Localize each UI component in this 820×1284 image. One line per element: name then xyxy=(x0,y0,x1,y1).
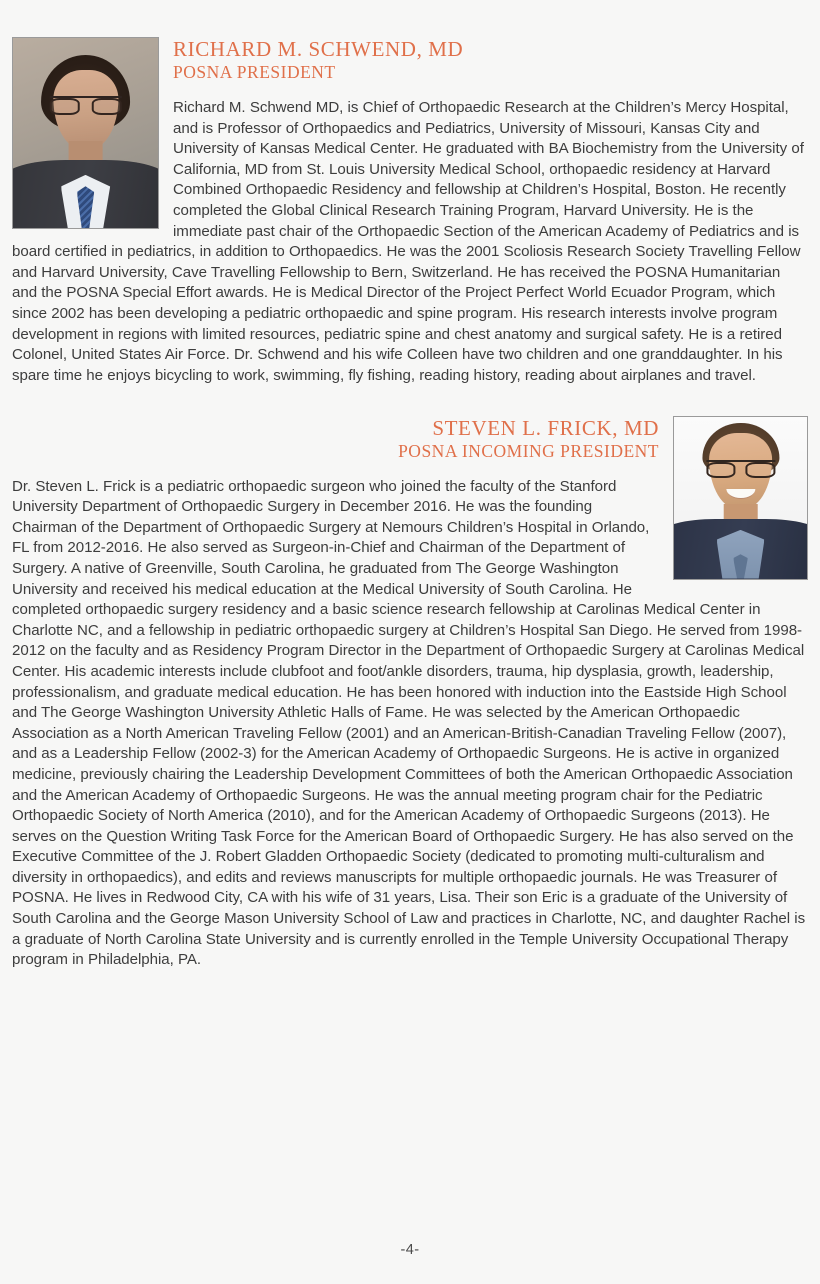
profile-section-frick xyxy=(12,402,808,986)
profile-section-schwend xyxy=(12,0,808,402)
profile-name-schwend: RICHARD M. SCHWEND, MD xyxy=(173,37,464,61)
profile-bio-frick: Dr. Steven L. Frick is a pediatric orthopaedic surgeon who joined the faculty of the Stanford University Department of Orthopaedic Surgery in December 2016. He was the founding Chairman of the Department of Orthopaedic Surgery at Nemours Children’s Hospital in Orlando, FL from 2012-2016. He also served as Surgeon-in-Chief and Chairman of the Department of Surgery. A native of Greenville, South Carolina, he graduated from The George Washington University and received his medical education at the Medical University of South Carolina. He completed orthopaedic surgery residency and a basic science research fellowship at Carolinas Medical Center in Charlotte NC, and a fellowship in pediatric orthopaedic surgery at Children’s Hospital San Diego. He served from 1998-2012 on the faculty and as Residency Program Director in the Department of Orthopaedic Surgery at Carolinas Medical Center. His academic interests include clubfoot and foot/ankle disorders, trauma, hip dysplasia, growth, leadership, professionalism, and graduate medical education. He has been honored with induction into the Eastside High School and The George Washington University Athletic Halls of Fame. He was selected by the American Orthopaedic Association as a North American Traveling Fellow (2001) and an American-British-Canadian Traveling Fellow (2007), and as a Leadership Fellow (2002-3) for the American Academy of Orthopaedic Surgeons. He is active in organized medicine, previously chairing the Leadership Development Committees of both the American Orthopaedic Association and the American Academy of Orthopaedic Surgeons. He was the annual meeting program chair for the Pediatric Orthopaedic Society of North America (2010), and for the American Academy of Orthopaedic Surgeons (2013). He serves on the Question Writing Task Force for the American Board of Orthopaedic Surgery. He has also served on the Executive Committee of the J. Robert Gladden Orthopaedic Society (dedicated to promoting multi-culturalism and diversity in orthopaedics), and edits and reviews manuscripts for multiple orthopaedic journals. He was Treasurer of POSNA. He lives in Redwood City, CA with his wife of 31 years, Lisa. Their son Eric is a graduate of the University of South Carolina and the George Mason University School of Law and practices in Charlotte, NC, and daughter Rachel is a graduate of North Carolina State University and is currently enrolled in the Temple University Occupational Therapy program in Philadelphia, PA. xyxy=(12,477,806,969)
eyeglasses-icon xyxy=(49,96,122,115)
profile-role-frick: POSNA INCOMING PRESIDENT xyxy=(398,440,659,461)
profile-bio-schwend: Richard M. Schwend MD, is Chief of Orthopaedic Research at the Children’s Mercy Hospital, and is Professor of Orthopaedics and Pediatrics, University of Missouri, Kansas City and University of Kansas Medical Center. He graduated with BA Biochemistry from the University of California, MD from St. Louis University Medical School, orthopaedic residency at Harvard Combined Orthopaedic Residency and fellowship at Children’s Hospital, Boston. He recently completed the Global Clinical Research Training Program, Harvard University. He is the immediate past chair of the Orthopaedic Section of the American Academy of Pediatrics and is board certified in pediatrics, in addition to Orthopaedics. He was the 2001 Scoliosis Research Society Travelling Fellow and Harvard University, Cave Travelling Fellowship to Bern, Switzerland. He has received the POSNA Humanitarian and the POSNA Special Effort awards. He is Medical Director of the Project Perfect World Ecuador Program, which since 2002 has been developing a pediatric orthopaedic and spine program. His research interests involve program development in regions with limited resources, pediatric spine and chest anatomy and surgical safety. He is a retired Colonel, United States Air Force. Dr. Schwend and his wife Colleen have two children and one granddaughter. In his spare time he enjoys bicycling to work, swimming, fly fishing, reading history, reading about airplanes and travel. xyxy=(12,99,804,384)
profile-name-frick: STEVEN L. FRICK, MD xyxy=(432,415,659,440)
eyeglasses-icon xyxy=(706,460,775,478)
portrait-photo-frick xyxy=(673,416,808,580)
profile-role-schwend: POSNA PRESIDENT xyxy=(173,62,336,82)
portrait-illustration xyxy=(674,417,807,579)
portrait-photo-schwend xyxy=(12,37,159,229)
portrait-illustration xyxy=(13,38,158,228)
page-number: -4- xyxy=(400,1242,420,1258)
